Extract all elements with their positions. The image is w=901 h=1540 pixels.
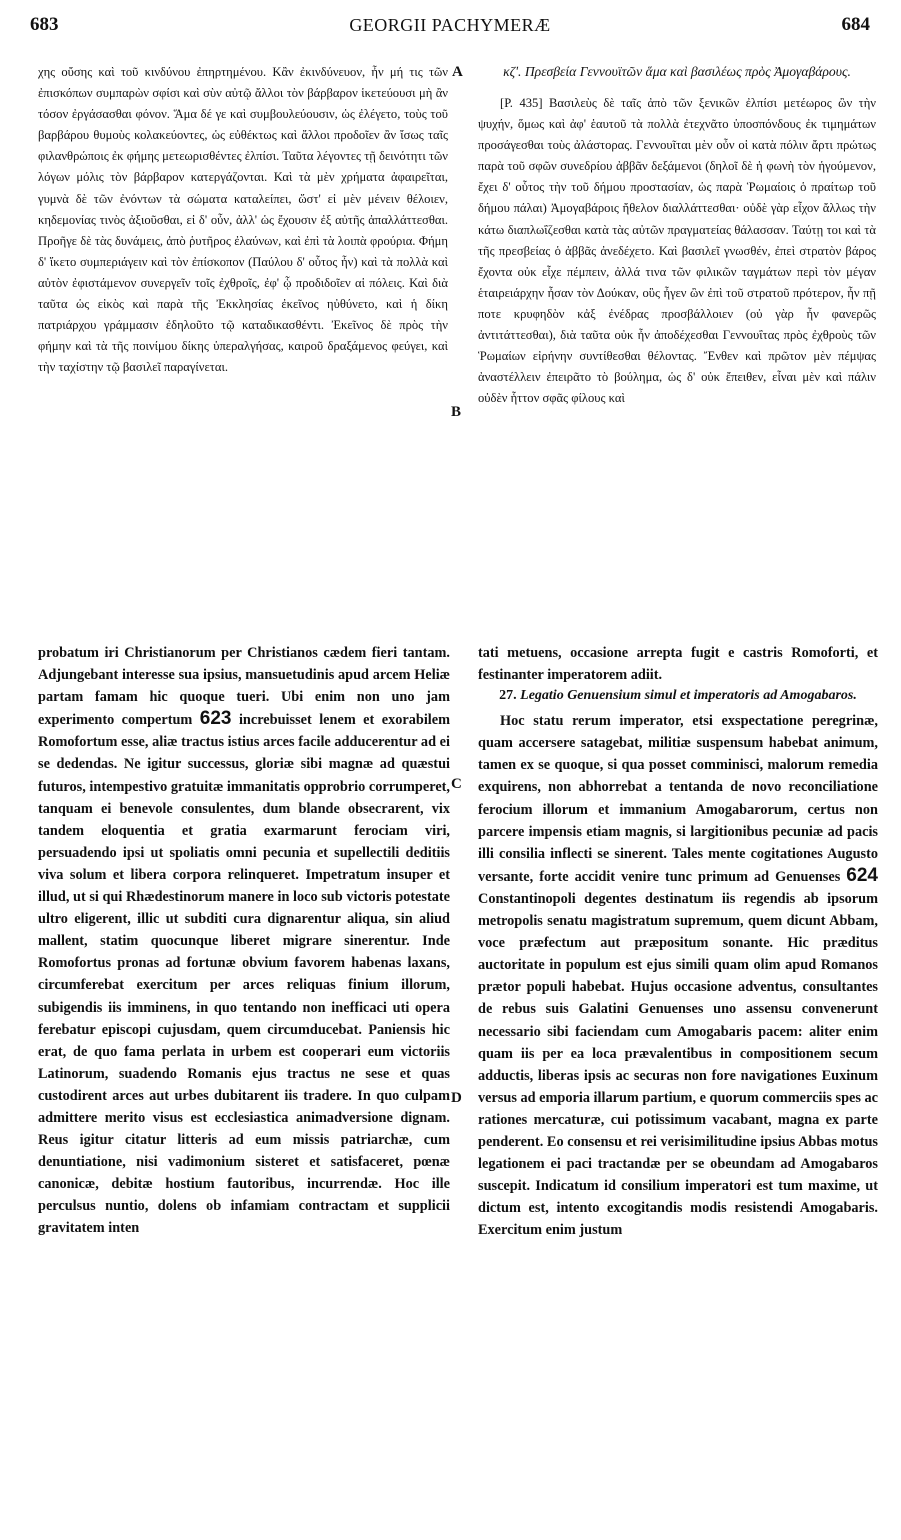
- latin-section-title: Legatio Genuensium simul et imperatoris ad Amogabaros.: [520, 688, 857, 704]
- latin-right-text-top: tati metuens, occasione arrepta fugit e castris Romoforti, et festinanter imperatorem adiit.: [478, 645, 878, 684]
- latin-right-paragraph: [478, 710, 878, 1241]
- edition-page-mark-623: 623: [199, 708, 232, 730]
- margin-letter-c: C: [451, 776, 462, 792]
- greek-column-right: [478, 62, 876, 602]
- latin-left-text-b: increbuisset lenem et exorabilem Romofortum esse, aliæ tractus istius arces facile adducerentur ad ei se dedendas. Ne igitur successus, gloriæ sibi magnæ ad quæstui futuros, intempestivo gratuitæ immanitatis opprobrio corrumperet, tanquam ei benevole consulentes, dum blande obsecrarent, vix tandem eloquentia et gratia exarmarunt ferociam viri, persuadendo ipsi ut spoliatis omni pecunia et supellectili deditiis viva solum et libera corpora relinqueret. Impetratum insuper et illud, ut si qui Rhædestinorum manere in loco sub victoris potestate ultro eligerent, illic ut subditi cura dignarentur aliqua, sin aliud mallent, statim quocunque liberet migrare sinerentur. Inde Romofortus pronas ad fortunæ obvium favorem habenas laxans, circumferebat exercitum per arces reliquas finium illorum, subigendis iis imminens, in quo tentando non inefficaci uti opera ferebatur episcopi cujusdam, quem circumducebat. Paniensis hic erat, de quo fama perlata in urbem est cooperari eum victoriis Latinorum, suadendo Romanis ejus tractus ne sese et quas custodirent arces aut urbes dubitarent iis tradere. In quo culpam admittere merito visus est ecclesiastica animadversione dignam. Reus igitur citatur litteris ad eum missis patriarchæ, cum denuntiatione, nisi vadimonium sisteret et satisfaceret, pœnæ canonicæ, debitæ hostium fautoribus, incurrendæ. Hoc ille perculsus nuntio, dolens ob infamiam contractam et supplicii gravitatem inten: [38, 712, 450, 1237]
- running-title: GEORGII PACHYMERÆ: [349, 15, 551, 35]
- margin-letter-a: A: [452, 64, 463, 80]
- latin-left-paragraph: [38, 642, 450, 1240]
- greek-right-paragraph: [478, 93, 876, 409]
- greek-right-text: Βασιλεὺς δὲ ταῖς ἀπὸ τῶν ξενικῶν ἐλπίσι μετέωρος ὢν τὴν ψυχήν, ὅμως καὶ ἀφ' ἑαυτοῦ τὰ πολλὰ ἐτεχνᾶτο ὑποσπόνδους ἐκ τιμημάτων προσάγεσθαι τοὺς ἀλάστορας. Γεννουῖται μὲν οὖν οἱ κατὰ πόλιν ἄρτι πρώτως παρὰ τοῦ σφῶν συνεδρίου ἀββᾶν δεξάμενοι (δηλοῖ δὲ ἡ φωνὴ τὸν ἡγούμενον, ἔχει δ' οὗτος τὴν τοῦ δήμου προστασίαν, ὡς παρὰ Ῥωμαίοις ὁ πραίτωρ τοῦ δήμου πάλαι) Ἀμογαβάροις ἤθελον διαλλάττεσθαι· οὐδὲ γὰρ εἶχον ἄλλως τὴν κάτω διαπλωΐζεσθαι κατὰ τὰς αὐτῶν πραγματείας θάλασσαν. Ταύτῃ τοι καὶ τὰ τῆς πρεσβείας ὁ ἀββᾶς ἀνεδέχετο. Καὶ βασιλεῖ γνωσθέν, ἐπεὶ στρατὸν βάρος ἔχοντα οὐκ εἶχε πέμπειν, ἀλλά τινα τῶν φιλικῶν ταγμάτων περὶ τὸν μέγαν ἑταιρειάρχην ἦσαν τὸν Δούκαν, οὓς ἦγεν ὢν ἐπὶ τοῦ στρατοῦ πρότερον, ἦν πῇ ποτε κρυφηδὸν κἀξ ἐνέδρας προσβάλλοιεν (οὐ γὰρ ἦν φανερῶς ἀντιτάττεσθαι), διὰ ταῦτα οὐκ ἦν ἀποδέχεσθαι Γεννουΐτας πρὸς ἐχθροὺς τῶν Ῥωμαίων εἰρήνην συντίθεσθαι θέλοντας. Ἔνθεν καὶ πρῶτον μὲν πέμψας ἀναστέλλειν ἐπειρᾶτο τὸ βούλημα, ὡς δ' οὐκ ἔπειθεν, εἶναι μὲν καὶ πάλιν οὐδὲν ἧττον σφᾶς φίλους καὶ: [478, 96, 876, 406]
- page-reference: [P. 435]: [500, 96, 543, 110]
- page-header: [30, 6, 870, 42]
- latin-column-right: [478, 642, 878, 1442]
- latin-section-number: 27.: [499, 688, 517, 704]
- margin-letter-b: B: [451, 404, 462, 420]
- greek-column-left: [38, 62, 448, 602]
- latin-column-left: [38, 642, 450, 1442]
- latin-right-text-a: Hoc statu rerum imperator, etsi exspectatione peregrinæ, quam accersere satagebat, militiæ suspensum habebat animum, tamen ex se quoque, si qua posset comminisci, malorum remedia exquirens, non abhorrebat a tentanda de novo reconciliatione ferocium illorum et immanium Amogabarorum, certus non parcere impensis etiam magnis, si largitionibus pecuniæ ad pacis illi consilia inflecti se sinerent. Tales mente cogitationes Augusto versante, forte accidit venire tunc primum ad Genuenses: [478, 713, 878, 885]
- greek-left-text: χης οὔσης καὶ τοῦ κινδύνου ἐπηρτημένου. Κἂν ἐκινδύνευον, ἦν μή τις τῶν ἐπισκόπων συμπαρὼν σφίσι καὶ σὺν αὐτῷ ἄλλοι τὸν βάρβαρον ἱκετεύουσι μὴ ἂν τόσον ἐργάσασθαι φόνον. Ἅμα δέ γε καὶ συμβουλεύουσιν, ὡς ἐλέγετο, τοὺς τοῦ βαρβάρου θυμοὺς κολακεύοντες, ὡς εὐθέκτως καὶ ἄλλοι προδοῖεν ἂν ἴσως ταῖς φιλανθρώποις ἐκ φήμης μετεωρισθέντες ἐλπίσι. Ταῦτα λέγοντες τῇ δεινότητι τῶν λόγων μόλις τὸν βάρβαρον κατεργάζονται. Καὶ τὰ μὲν χρήματα ἀφαιρεῖται, γυμνὰ δὲ τῶν ἐνόντων τὰ σώματα καταλείπει, ὥστ' εἰ μὲν μένειν θέλοιεν, κηδεμονίας τινὸς ἀξιοῦσθαι, εἰ δ' οὖν, ἀλλ' ὡς ἔχουσιν ἐξ αὐτῆς ἀπαλλάττεσθαι. Προῆγε δὲ τὰς δυνάμεις, ἀπὸ ῥυτῆρος ἐλαύνων, καὶ ἐπὶ τὰ λοιπὰ φρούρια. Φήμη δ' ἵκετο συμπεριάγειν καὶ τὸν ἐπίσκοπον (Παύλου δ' οὗτος ἦν) καὶ τὰ πολλὰ καὶ αὐτὸν ἐφιστάμενον συνεργεῖν τοῖς ἐχθροῖς, ἐφ' ᾧ προδιδοῖεν αἱ πόλεις. Καὶ διὰ ταῦτα ὡς εἰκὸς καὶ παρὰ τῆς Ἐκκλησίας ἐκεῖνος ηὐθύνετο, καὶ ἡ δίκη πατριάρχου γράμμασιν ἐδηλοῦτο τῷ καταδικασθέντι. Ἐκεῖνος δὲ πρὸς τὴν φήμην καὶ τὰ τῆς ποινίμου δίκης ὑπεραλγήσας, καιροῦ δραξάμενος φεύγει, καὶ τὴν ταχίστην τῷ βασιλεῖ παραγίνεται.: [38, 65, 448, 375]
- page-number-right: 684: [841, 14, 870, 35]
- page-number-left: 683: [30, 14, 59, 35]
- latin-right-text-b: Constantinopoli degentes destinatum iis regendis ab ipsorum metropolis senatu magistratum supremum, quem dicunt Abbam, voce præfectum aut præpositum sonante. Hic præditus auctoritate in populum est ejus simili quam olim apud Romanos prætor populi habebat. Hujus occasione adventus, consultantes de rebus suis Galatini Genuenses uno assensu convenerunt necessario sibi faciendam cum Amogabaris pacem: aliter enim quam iis per ea loca prævalentibus in compositionem secum adductis, liberas ipsis ac securas non fore navigationes Euxinum versus ad emporia illarum partium, e quorum commerciis spes ac rationes mercaturæ, cui potissimum vacabant, magna ex parte penderent. Eo consensu et rei verisimilitudine ipsius Abbas motus legationem ei paci tractandæ per se obeundam ad Amogabaros suscepit. Indicatum id consilium imperatori est tum maxime, ut dictum est, intento excogitandis modis resistendi Amogabaris. Exercitum enim justum: [478, 890, 878, 1239]
- margin-letter-d: D: [451, 1090, 462, 1106]
- latin-section-heading: [478, 686, 878, 706]
- greek-section-heading: κζʹ. Πρεσβεία Γεννουϊτῶν ἅμα καὶ βασιλέως πρὸς Ἀμογαβάρους.: [503, 64, 851, 79]
- latin-left-text-a: probatum iri Christianorum per Christianos cædem fieri tantam. Adjungebant interesse sua ipsius, mansuetudinis apud arcem Heliæ partam famam hic quoque tueri. Ubi enim non uno jam experimento compertum: [38, 645, 450, 729]
- edition-page-mark-624: 624: [846, 864, 878, 886]
